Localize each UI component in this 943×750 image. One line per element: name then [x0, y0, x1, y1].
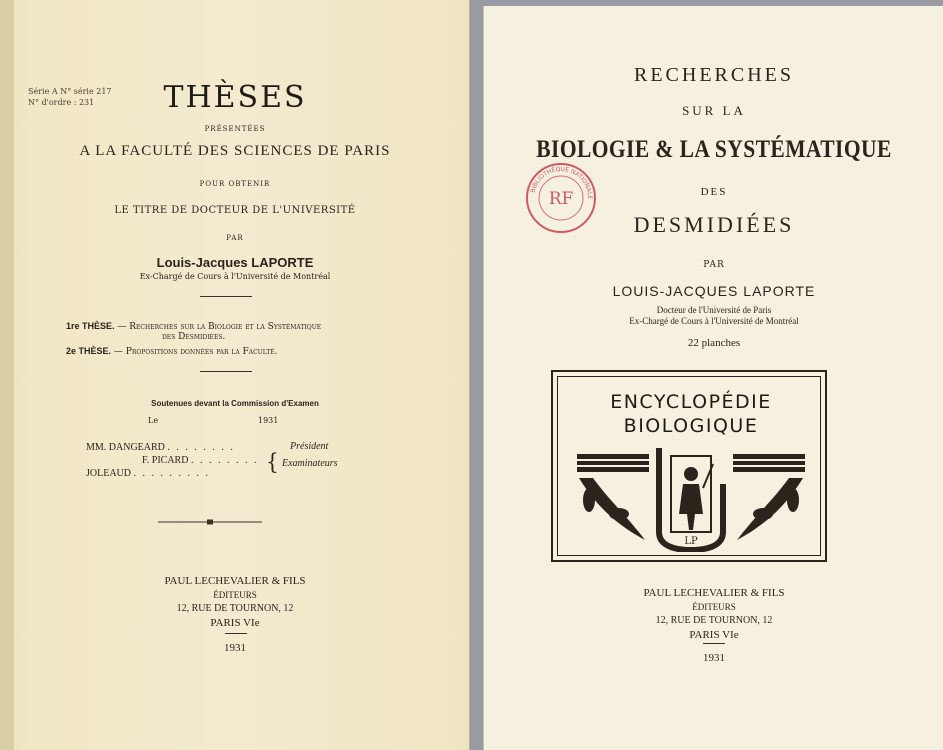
par-label: PAR	[226, 234, 244, 242]
pour-obtenir-label: POUR OBTENIR	[199, 180, 271, 188]
series-title-line1: ENCYCLOPÉDIE	[610, 391, 772, 413]
theses-title: THÈSES	[163, 80, 307, 115]
title-sur-la: SUR LA	[682, 103, 746, 118]
svg-text:RF: RF	[548, 189, 574, 209]
title-desmidiees: DESMIDIÉES	[633, 212, 795, 237]
divider-rule	[225, 633, 247, 634]
series-title-line2: BIOLOGIQUE	[623, 415, 759, 437]
left-title-page	[0, 0, 470, 750]
right-title-page	[483, 6, 943, 750]
library-stamp-icon	[524, 161, 598, 235]
order-number: N° d'ordre : 231	[28, 98, 95, 107]
publisher-city: PARIS VIe	[689, 629, 739, 641]
publisher-role: ÉDITEURS	[692, 602, 736, 612]
jury-member: F. PICARD . . . . . . . .	[142, 455, 259, 466]
publisher-role: ÉDITEURS	[213, 590, 257, 600]
author-name: LOUIS-JACQUES LAPORTE	[612, 283, 816, 299]
author-role-line: Docteur de l'Université de Paris	[656, 305, 772, 315]
date-year: 1931	[258, 416, 279, 425]
publisher-block	[0, 574, 470, 630]
author-role	[484, 305, 943, 327]
faculty-name: A LA FACULTÉ DES SCIENCES DE PARIS	[79, 143, 391, 159]
commission-label: Soutenues devant la Commission d'Examen	[151, 399, 319, 408]
jury-member: JOLEAUD . . . . . . . . .	[86, 468, 210, 479]
publisher-emblem-icon	[575, 444, 807, 552]
jury-member: MM. DANGEARD . . . . . . . .	[86, 442, 235, 453]
publisher-address: 12, RUE DE TOURNON, 12	[176, 603, 294, 614]
second-these-text: — Propositions données par la Faculté.	[113, 347, 278, 357]
examinateurs-role: Examinateurs	[282, 458, 338, 469]
publication-year: 1931	[703, 652, 725, 664]
divider-rule	[200, 296, 252, 297]
author-role: Ex-Chargé de Cours à l'Université de Montréal	[139, 272, 331, 281]
plates-count: 22 planches	[687, 337, 741, 349]
svg-text:BIBLIOTHÈQUE NATIONALE: BIBLIOTHÈQUE NATIONALE	[529, 165, 594, 200]
series-title	[553, 390, 829, 438]
degree-title: LE TITRE DE DOCTEUR DE L'UNIVERSITÉ	[114, 205, 356, 216]
publisher-block	[484, 586, 943, 642]
title-biologie: BIOLOGIE & LA SYSTÉMATIQUE	[536, 136, 892, 163]
author-name: Louis-Jacques LAPORTE	[156, 255, 314, 270]
publisher-name: PAUL LECHEVALIER & FILS	[643, 587, 785, 599]
author-role-line: Ex-Chargé de Cours à l'Université de Montréal	[629, 316, 799, 326]
title-recherches: RECHERCHES	[633, 64, 795, 86]
brace-icon: {	[266, 448, 279, 476]
divider-rule	[200, 371, 252, 372]
publisher-city: PARIS VIe	[210, 617, 260, 629]
publisher-address: 12, RUE DE TOURNON, 12	[655, 615, 773, 626]
ornament-rule-icon	[158, 519, 262, 525]
emblem-letters: LP	[684, 536, 698, 547]
series-number: Série A N° série 217	[28, 87, 112, 96]
presentees-label: PRÉSENTÉES	[204, 125, 266, 133]
publisher-name: PAUL LECHEVALIER & FILS	[164, 575, 306, 587]
second-these	[66, 346, 278, 357]
second-these-label: 2e THÈSE.	[66, 346, 112, 356]
title-des: DES	[700, 186, 728, 198]
series-emblem-box	[551, 370, 827, 562]
first-these-text: — Recherches sur la Biologie et la Systématique	[117, 322, 322, 332]
par-label: PAR	[703, 260, 725, 270]
first-these-label: 1re THÈSE.	[66, 321, 115, 331]
date-label: Le	[148, 416, 159, 425]
first-these-text-cont: des Desmidiées.	[162, 332, 226, 342]
president-role: Président	[290, 441, 329, 452]
jury-list	[86, 441, 258, 480]
publication-year: 1931	[224, 642, 246, 654]
divider-rule	[703, 643, 725, 644]
